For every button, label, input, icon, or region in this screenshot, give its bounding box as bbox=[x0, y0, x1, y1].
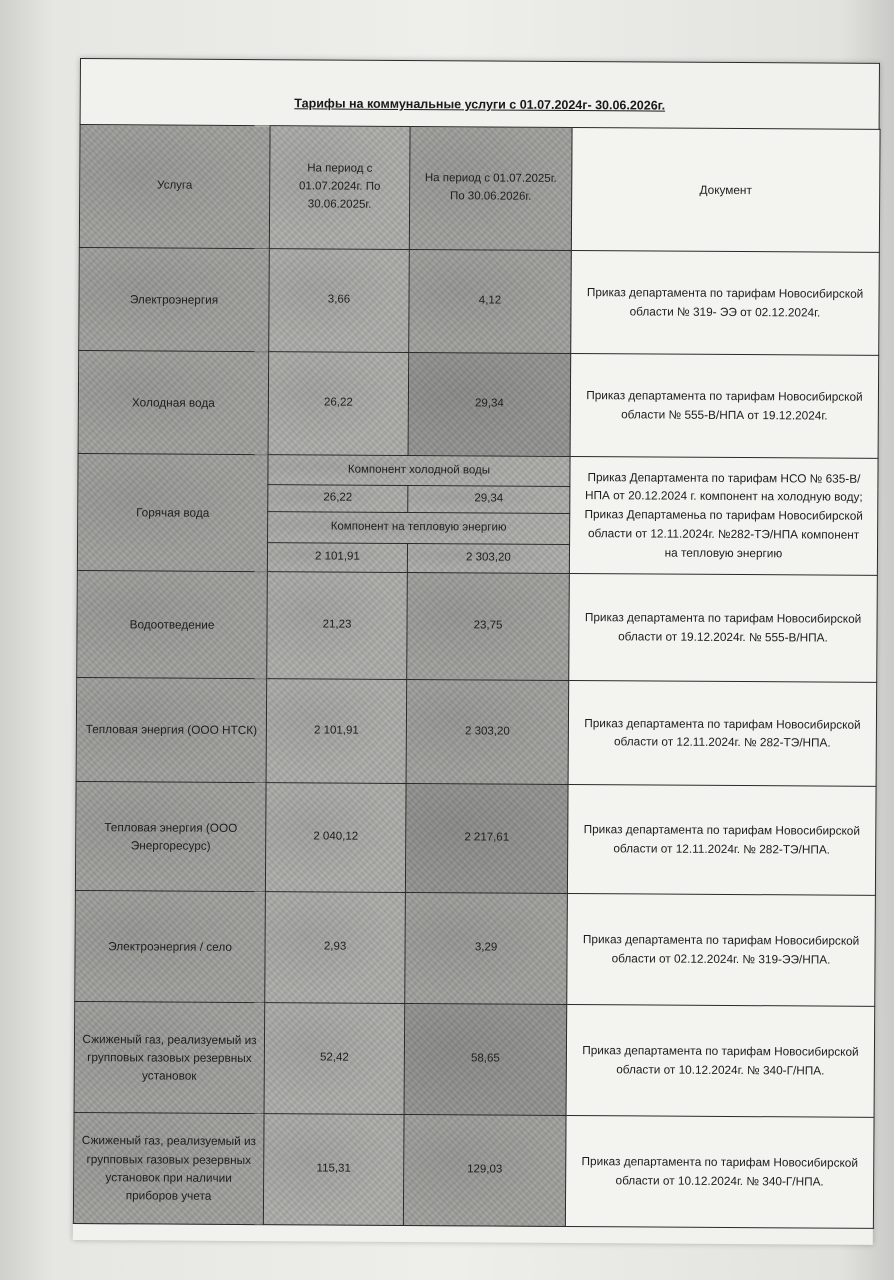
document-sheet bbox=[73, 58, 880, 1245]
row-period-2: 129,03 bbox=[403, 1114, 566, 1226]
row-service: Электроэнергия bbox=[79, 248, 270, 352]
row-period-2: 2 303,20 bbox=[406, 679, 569, 785]
heat-component-period-1: 2 101,91 bbox=[267, 543, 407, 573]
row-period-2: 58,65 bbox=[404, 1004, 567, 1116]
row-period-1: 21,23 bbox=[267, 571, 408, 679]
table-row bbox=[79, 248, 880, 356]
heat-component-label: Компонент на тепловую энергию bbox=[268, 512, 570, 545]
hot-water-document: Приказ Департамента по тарифам НСО № 635-В/НПА от 20.12.2024 г. компонент на холодную воду; Приказ Департаменьа по тарифам Новосибирской области от 12.11.2024г. №282-ТЭ/НПА компонент на тепловую энергию bbox=[569, 456, 878, 575]
row-service: Холодная вода bbox=[78, 350, 269, 454]
row-period-1: 26,22 bbox=[268, 352, 409, 456]
row-document: Приказ департамента по тарифам Новосибирской области от 12.11.2024г. № 282-ТЭ/НПА. bbox=[568, 680, 877, 787]
row-document: Приказ департамента по тарифам Новосибирской области от 02.12.2024г. № 319-ЭЭ/НПА. bbox=[567, 894, 876, 1007]
row-period-2: 4,12 bbox=[409, 250, 572, 354]
row-period-2: 23,75 bbox=[407, 572, 570, 680]
title-box bbox=[80, 58, 880, 130]
row-document: Приказ департамента по тарифам Новосибирской области № 319- ЭЭ от 02.12.2024г. bbox=[571, 251, 880, 356]
row-document: Приказ департамента по тарифам Новосибирской области № 555-В/НПА от 19.12.2024г. bbox=[570, 353, 879, 458]
row-document: Приказ департамента по тарифам Новосибирской области от 12.11.2024г. № 282-ТЭ/НПА. bbox=[567, 785, 876, 896]
row-period-2: 2 217,61 bbox=[405, 784, 568, 894]
row-document: Приказ департамента по тарифам Новосибирской области от 10.12.2024г. № 340-Г/НПА. bbox=[565, 1115, 874, 1228]
table-row bbox=[75, 782, 876, 896]
row-period-2: 3,29 bbox=[405, 893, 568, 1005]
row-service: Тепловая энергия (ООО Энергоресурс) bbox=[75, 782, 266, 892]
row-period-2: 29,34 bbox=[408, 352, 571, 456]
cold-component-label: Компонент холодной воды bbox=[268, 454, 570, 487]
row-period-1: 3,66 bbox=[269, 249, 410, 353]
table-row bbox=[75, 891, 876, 1007]
hot-water-service: Горячая вода bbox=[77, 453, 268, 571]
hot-water-row bbox=[78, 453, 878, 489]
cold-component-period-2: 29,34 bbox=[408, 486, 570, 514]
row-period-1: 2 101,91 bbox=[266, 678, 407, 784]
row-service: Сжиженый газ, реализуемый из групповых газовых резервных установок bbox=[74, 1002, 265, 1114]
table-row bbox=[76, 677, 877, 787]
header-service: Услуга bbox=[79, 125, 270, 249]
table-row bbox=[74, 1002, 875, 1118]
table-row bbox=[73, 1112, 874, 1228]
row-period-1: 2,93 bbox=[265, 892, 406, 1004]
table-row bbox=[77, 570, 878, 682]
row-period-1: 52,42 bbox=[264, 1003, 405, 1115]
row-service: Тепловая энергия (ООО НТСК) bbox=[76, 677, 267, 783]
row-document: Приказ департамента по тарифам Новосибирской области от 10.12.2024г. № 340-Г/НПА. bbox=[566, 1005, 875, 1118]
cold-component-period-1: 26,22 bbox=[268, 485, 408, 513]
header-period-1: На период с 01.07.2024г. По 30.06.2025г. bbox=[269, 126, 410, 250]
row-period-1: 2 040,12 bbox=[265, 783, 406, 893]
row-service: Сжиженый газ, реализуемый из групповых газовых резервных установок при наличии приборов учета bbox=[73, 1112, 264, 1224]
row-service: Водоотведение bbox=[77, 570, 268, 678]
tariff-table bbox=[73, 124, 881, 1229]
header-document: Документ bbox=[571, 128, 880, 253]
header-row bbox=[79, 125, 880, 253]
heat-component-period-2: 2 303,20 bbox=[407, 543, 569, 573]
header-period-2: На период с 01.07.2025г. По 30.06.2026г. bbox=[409, 127, 572, 251]
table-row bbox=[78, 350, 879, 458]
row-document: Приказ департамента по тарифам Новосибирской области от 19.12.2024г. № 555-В/НПА. bbox=[569, 573, 878, 682]
row-period-1: 115,31 bbox=[263, 1114, 404, 1226]
row-service: Электроэнергия / село bbox=[75, 891, 266, 1003]
page-title: Тарифы на коммунальные услуги с 01.07.2024г- 30.06.2026г. bbox=[294, 96, 666, 113]
